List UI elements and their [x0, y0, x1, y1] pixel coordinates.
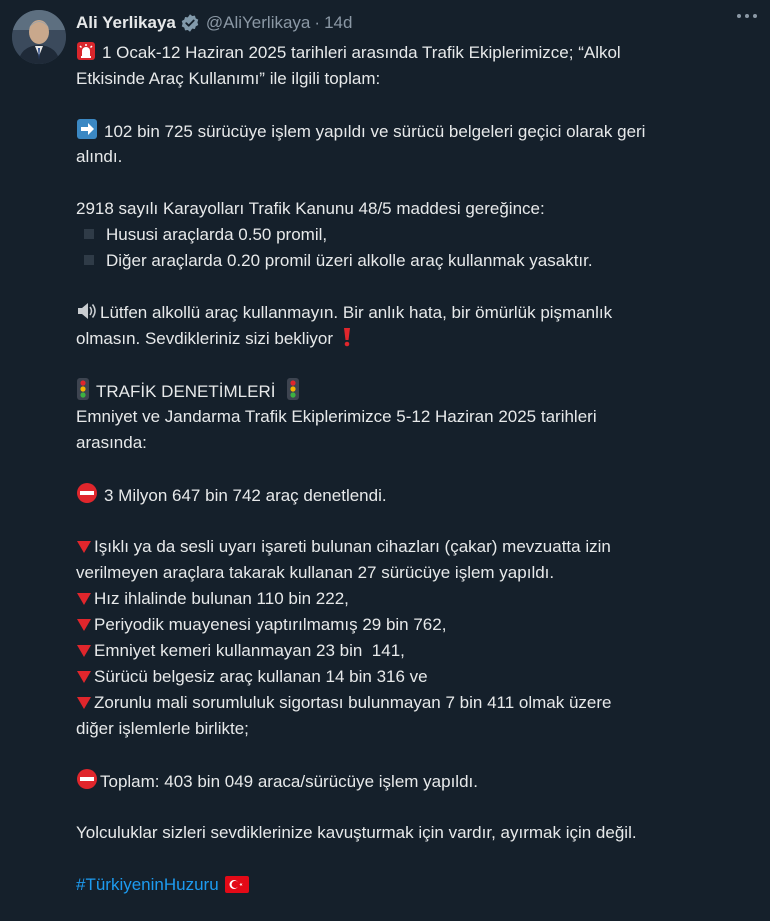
tweet-text: 102 bin 725 sürücüye işlem yapıldı ve sürücü belgeleri geçici olarak geri: [104, 122, 646, 141]
tweet-header: [76, 10, 758, 36]
tweet-line: [76, 872, 756, 898]
tweet-line: [76, 482, 756, 508]
tweet-line: [76, 378, 756, 404]
author-name[interactable]: Ali Yerlikaya: [76, 13, 176, 32]
tweet-text: Diğer araçlarda 0.20 promil üzeri alkolle araç kullanmak yasaktır.: [106, 251, 593, 270]
siren-icon: [76, 41, 96, 69]
tweet-line: [76, 664, 756, 690]
tweet-line: [76, 690, 756, 716]
tweet-text: 2918 sayılı Karayolları Trafik Kanunu 48/5 maddesi gereğince:: [76, 199, 545, 218]
tweet-body: [76, 40, 756, 898]
tweet-text: 1 Ocak-12 Haziran 2025 tarihleri arasında Trafik Ekiplerimizce; “Alkol: [102, 43, 621, 62]
tweet-line: [76, 430, 756, 456]
tweet-line: [76, 820, 756, 846]
red-exclamation-icon: [342, 327, 352, 355]
tweet-text: Etkisinde Araç Kullanımı” ile ilgili toplam:: [76, 69, 381, 88]
tweet-text: diğer işlemlerle birlikte;: [76, 719, 249, 738]
tweet-line: [76, 404, 756, 430]
tweet-text: TRAFİK DENETİMLERİ: [96, 382, 276, 401]
tweet-text: Emniyet kemeri kullanmayan 23 bin 141,: [94, 641, 405, 660]
tweet-text: Toplam: 403 bin 049 araca/sürücüye işlem yapıldı.: [100, 772, 478, 791]
tweet-line: [76, 326, 756, 352]
tweet-line: [76, 716, 756, 742]
tweet-line: [76, 300, 756, 326]
avatar[interactable]: [12, 10, 66, 64]
no-entry-icon: [76, 768, 98, 798]
tweet-line: [76, 66, 756, 92]
tweet-text: Lütfen alkollü araç kullanmayın. Bir anlık hata, bir ömürlük pişmanlık: [100, 303, 613, 322]
tweet-text: Işıklı ya da sesli uyarı işareti bulunan cihazları (çakar) mevzuatta izin: [94, 537, 611, 556]
tweet-text: Hususi araçlarda 0.50 promil,: [106, 225, 328, 244]
tweet-text: arasında:: [76, 433, 147, 452]
tweet-text: Periyodik muayenesi yaptırılmamış 29 bin 762,: [94, 615, 447, 634]
tweet-line: [76, 586, 756, 612]
no-entry-icon: [76, 482, 98, 512]
speaker-icon: [76, 301, 98, 329]
tweet-line: [76, 534, 756, 560]
tweet-text: Sürücü belgesiz araç kullanan 14 bin 316 ve: [94, 667, 428, 686]
tweet-line: [76, 768, 756, 794]
author-handle[interactable]: @AliYerlikaya: [205, 13, 311, 32]
tweet-line: [76, 40, 756, 66]
more-options-icon[interactable]: [734, 8, 760, 24]
tweet-text: olmasın. Sevdikleriniz sizi bekliyor: [76, 329, 333, 348]
tweet-line: [76, 638, 756, 664]
tweet-line: [76, 196, 756, 222]
tweet-line: [76, 144, 756, 170]
tweet-text: Yolculuklar sizleri sevdiklerinize kavuşturmak için vardır, ayırmak için değil.: [76, 823, 637, 842]
turkey-flag-icon: [225, 875, 249, 901]
tweet-line: [76, 612, 756, 638]
tweet-text: Hız ihlalinde bulunan 110 bin 222,: [94, 589, 349, 608]
hashtag-link[interactable]: #TürkiyeninHuzuru: [76, 875, 219, 894]
square-bullet-icon: [84, 255, 94, 265]
tweet-time[interactable]: 14d: [324, 13, 353, 32]
tweet-text: Emniyet ve Jandarma Trafik Ekiplerimizce 5-12 Haziran 2025 tarihleri: [76, 407, 597, 426]
separator-dot: ·: [314, 13, 321, 32]
tweet-text: alındı.: [76, 147, 123, 166]
avatar-image: [12, 10, 66, 64]
verified-badge-icon: [180, 13, 200, 33]
tweet-line: [76, 248, 756, 274]
tweet-line: [76, 222, 756, 248]
tweet-line: [76, 560, 756, 586]
tweet-text: verilmeyen araçlara takarak kullanan 27 sürücüye işlem yapıldı.: [76, 563, 555, 582]
tweet-line: [76, 118, 756, 144]
square-bullet-icon: [84, 229, 94, 239]
tweet-text: 3 Milyon 647 bin 742 araç denetlendi.: [104, 486, 387, 505]
tweet-text: Zorunlu mali sorumluluk sigortası bulunmayan 7 bin 411 olmak üzere: [94, 693, 612, 712]
